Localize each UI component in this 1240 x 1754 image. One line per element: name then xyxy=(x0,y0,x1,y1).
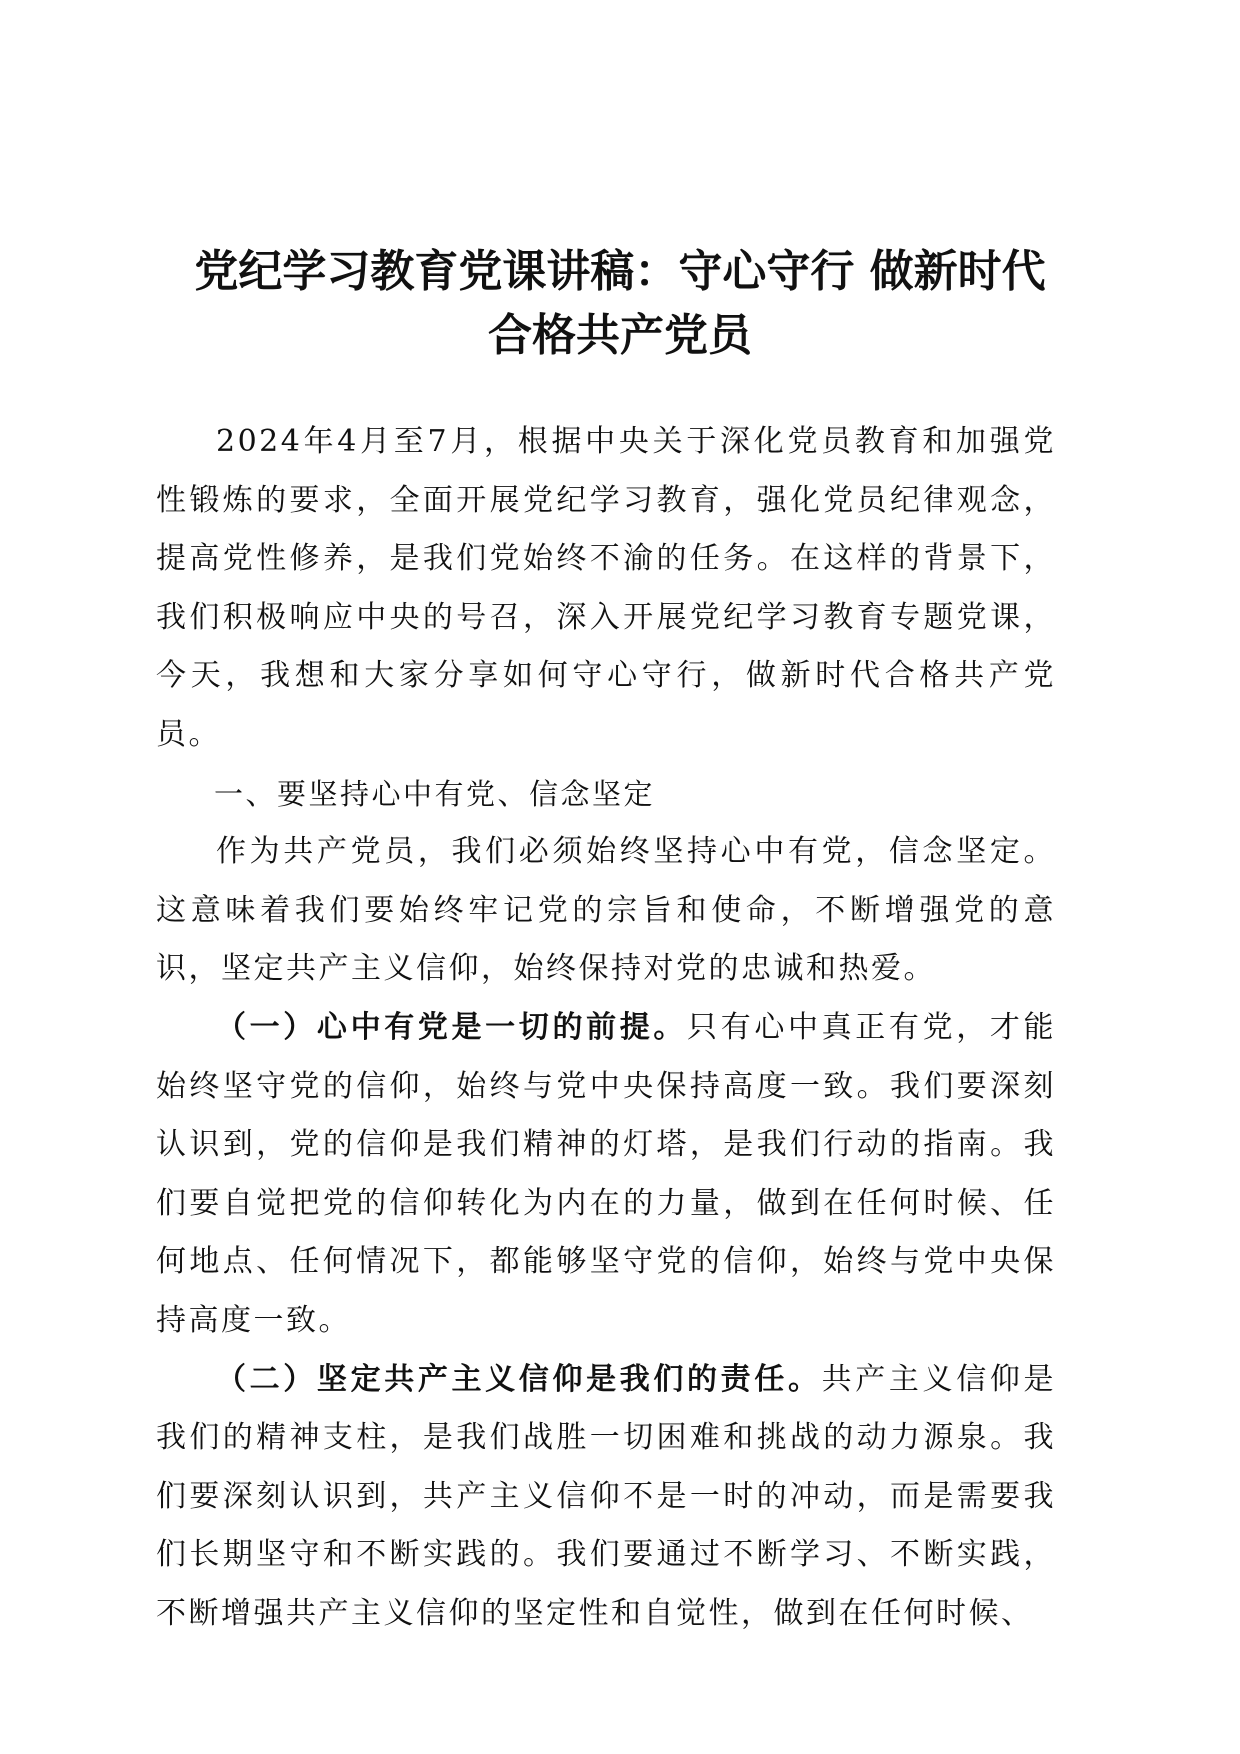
subsection-1-paragraph xyxy=(156,999,1056,1351)
subsection-1-text: 只有心中真正有党，才能始终坚守党的信仰，始终与党中央保持高度一致。我们要深刻认识到，党的信仰是我们精神的灯塔，是我们行动的指南。我们要自觉把党的信仰转化为内在的力量，做到在任何时候、任何地点、任何情况下，都能够坚守党的信仰，始终与党中央保持高度一致。 xyxy=(156,1009,1057,1338)
section-heading-1: 一、要坚持心中有党、信念坚定 xyxy=(214,776,656,811)
intro-paragraph: 2024年4月至7月，根据中央关于深化党员教育和加强党性锻炼的要求，全面开展党纪学习教育，强化党员纪律观念，提高党性修养，是我们党始终不渝的任务。在这样的背景下，我们积极响应中央的号召，深入开展党纪学习教育专题党课，今天，我想和大家分享如何守心守行，做新时代合格共产党员。 xyxy=(156,424,1056,752)
document-body xyxy=(156,413,1056,1643)
subsection-2-text: 共产主义信仰是我们的精神支柱，是我们战胜一切困难和挑战的动力源泉。我们要深刻认识到，共产主义信仰不是一时的冲动，而是需要我们长期坚守和不断实践的。我们要通过不断学习、不断实践，不断增强共产主义信仰的坚定性和自觉性，做到在任何时候、 xyxy=(156,1361,1056,1631)
subsection-2-paragraph xyxy=(156,1351,1056,1644)
document-title-line-2: 合格共产党员 xyxy=(488,310,752,361)
subsection-2-lead: （二）坚定共产主义信仰是我们的责任。 xyxy=(216,1361,822,1397)
subsection-1-lead: （一）心中有党是一切的前提。 xyxy=(216,1009,688,1045)
section-1-paragraph: 作为共产党员，我们必须始终坚持心中有党，信念坚定。这意味着我们要始终牢记党的宗旨和使命，不断增强党的意识，坚定共产主义信仰，始终保持对党的忠诚和热爱。 xyxy=(156,834,1056,987)
document-title-line-1: 党纪学习教育党课讲稿：守心守行 做新时代 xyxy=(194,246,1046,297)
